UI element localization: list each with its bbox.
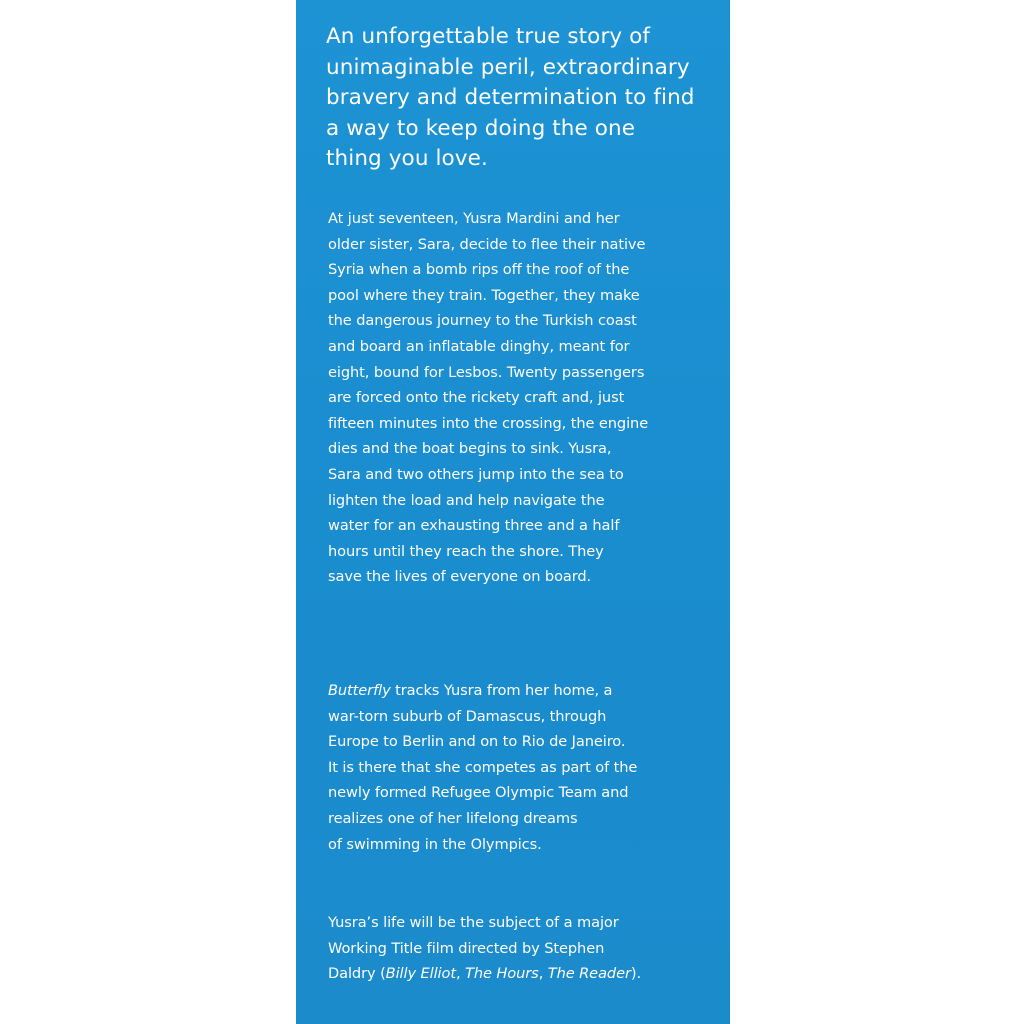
paragraph-line: Syria when a bomb rips off the roof of the (328, 261, 630, 279)
film-title: Billy Elliot (385, 965, 456, 983)
paragraph-line: the dangerous journey to the Turkish coast (328, 312, 637, 330)
paragraph-line: lighten the load and help navigate the (328, 491, 605, 509)
separator: , (538, 965, 548, 983)
paragraph-line: It is there that she competes as part of the (328, 758, 638, 776)
headline-line: thing you love. (326, 146, 488, 171)
separator: , (455, 965, 466, 983)
paragraph-line (328, 961, 728, 987)
paragraph-line: are forced onto the rickety craft and, just (328, 389, 625, 407)
film-title: The Hours (465, 965, 539, 983)
film-paragraph (328, 910, 728, 987)
story-paragraph (328, 206, 728, 590)
paragraph-line (328, 678, 728, 704)
paragraph-line: realizes one of her lifelong dreams (328, 809, 578, 827)
paragraph-line: older sister, Sara, decide to flee their native (328, 235, 646, 253)
paragraph-line: of swimming in the Olympics. (328, 835, 542, 853)
headline-line: bravery and determination to find (326, 85, 695, 110)
paragraph-line: Europe to Berlin and on to Rio de Janeiro. (328, 733, 626, 751)
headline-line: An unforgettable true story of (326, 24, 651, 49)
headline-line: a way to keep doing the one (326, 115, 636, 141)
paragraph-line: newly formed Refugee Olympic Team and (328, 784, 629, 802)
flap-headline (326, 22, 726, 175)
paragraph-line: hours until they reach the shore. They (328, 542, 604, 560)
paragraph-text: tracks Yusra from her home, a (390, 682, 613, 699)
paragraph-line: Working Title film directed by Stephen (328, 939, 605, 957)
film-title: The Reader (547, 965, 631, 983)
paragraph-line: At just seventeen, Yusra Mardini and her (328, 210, 620, 227)
paragraph-text: ). (630, 965, 641, 983)
paragraph-line: save the lives of everyone on board. (328, 568, 592, 586)
journey-paragraph (328, 678, 728, 857)
paragraph-line: eight, bound for Lesbos. Twenty passengers (328, 363, 645, 381)
book-title: Butterfly (328, 682, 391, 699)
paragraph-line: Sara and two others jump into the sea to (328, 465, 624, 483)
paragraph-line: fifteen minutes into the crossing, the engine (328, 414, 649, 432)
paragraph-line: dies and the boat begins to sink. Yusra, (328, 440, 612, 458)
paragraph-line: pool where they train. Together, they make (328, 286, 640, 304)
paragraph-line: war-torn suburb of Damascus, through (328, 707, 607, 725)
paragraph-line: and board an inflatable dinghy, meant for (328, 337, 630, 355)
paragraph-text: Daldry ( (328, 965, 386, 983)
book-flap-panel (296, 0, 730, 1024)
headline-line: unimaginable peril, extraordinary (326, 54, 690, 80)
paragraph-line: water for an exhausting three and a half (328, 517, 620, 535)
paragraph-line: Yusra’s life will be the subject of a major (328, 914, 619, 931)
